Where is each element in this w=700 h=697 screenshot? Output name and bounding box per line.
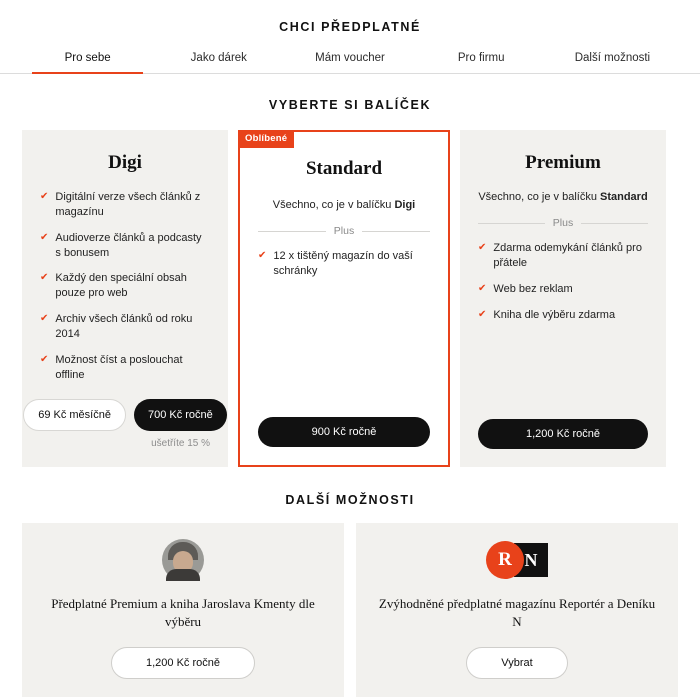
- standard-plus-divider: [258, 225, 430, 237]
- check-icon: ✔: [258, 250, 267, 262]
- author-avatar-icon: [162, 539, 204, 581]
- other-option-text: Zvýhodněné předplatné magazínu Reportér a Deníku N: [378, 596, 656, 629]
- premium-subline-prefix: Všechno, co je v balíčku: [478, 191, 600, 203]
- feature-item: [478, 241, 648, 271]
- tab-bar: [0, 52, 700, 74]
- kmenta-yearly-button[interactable]: 1,200 Kč ročně: [111, 647, 255, 679]
- feature-label: Každý den speciální obsah pouze pro web: [55, 272, 187, 300]
- divider-line: [581, 223, 648, 224]
- tab-mam-voucher[interactable]: Mám voucher: [315, 52, 385, 64]
- premium-plus-divider: [478, 217, 648, 229]
- standard-subline: [258, 198, 430, 213]
- feature-item: [40, 231, 210, 261]
- package-name-premium: Premium: [525, 152, 601, 173]
- premium-yearly-button[interactable]: 1,200 Kč ročně: [478, 419, 648, 449]
- check-icon: ✔: [40, 191, 49, 202]
- feature-label: Zdarma odemykání článků pro přátele: [493, 242, 642, 270]
- standard-yearly-button[interactable]: 900 Kč ročně: [258, 417, 430, 447]
- divider-line: [478, 223, 545, 224]
- subscription-page: [0, 20, 700, 669]
- other-option-kmenta[interactable]: [22, 523, 344, 696]
- digi-yearly-button[interactable]: 700 Kč ročně: [134, 399, 227, 431]
- avatar-body: [166, 569, 200, 581]
- plus-label: Plus: [333, 225, 355, 238]
- premium-subline-strong: Standard: [600, 191, 648, 203]
- reporter-logo-icon: R: [486, 541, 524, 579]
- check-icon: ✔: [40, 272, 49, 284]
- premium-price-buttons: [478, 419, 648, 449]
- package-card-premium[interactable]: [460, 130, 666, 467]
- package-card-digi[interactable]: [22, 130, 228, 467]
- feature-label: 12 x tištěný magazín do vaší schránky: [273, 250, 413, 278]
- check-icon: ✔: [478, 283, 487, 295]
- feature-label: Možnost číst a poslouchat offline: [55, 353, 183, 381]
- package-name-standard: Standard: [305, 158, 383, 179]
- tab-pro-sebe[interactable]: Pro sebe: [22, 52, 153, 73]
- feature-item: [478, 308, 648, 323]
- package-cards: [0, 130, 700, 467]
- other-option-button-wrap: [111, 647, 255, 679]
- feature-label: Audioverze článků a podcasty s bonusem: [55, 231, 202, 259]
- feature-item: [40, 312, 210, 342]
- other-option-button-wrap: [466, 647, 567, 679]
- feature-item: [258, 249, 430, 279]
- divider-line: [258, 231, 326, 232]
- standard-subline-strong: Digi: [394, 199, 416, 211]
- standard-subline-prefix: Všechno, co je v balíčku: [272, 199, 395, 211]
- feature-label: Archiv všech článků od roku 2014: [55, 313, 193, 340]
- plus-label: Plus: [552, 217, 574, 230]
- digi-save-note: ušetříte 15 %: [151, 438, 210, 450]
- digi-monthly-button[interactable]: 69 Kč měsíčně: [23, 399, 126, 431]
- denikn-logo-icon: N: [514, 543, 548, 577]
- other-options: [0, 523, 700, 696]
- popular-badge: Oblíbené: [238, 130, 294, 148]
- spacer: [478, 334, 648, 414]
- standard-price-buttons: [258, 417, 430, 447]
- feature-item: [40, 353, 210, 383]
- feature-item: [40, 190, 210, 220]
- feature-label: Kniha dle výběru zdarma: [493, 308, 616, 321]
- spacer: [258, 290, 430, 411]
- other-option-text: Předplatné Premium a kniha Jaroslava Kmenty dle výběru: [51, 596, 315, 629]
- feature-item: [478, 282, 648, 297]
- tab-pro-firmu[interactable]: Pro firmu: [457, 52, 505, 64]
- tab-jako-darek[interactable]: Jako dárek: [190, 52, 247, 64]
- divider-line: [362, 231, 430, 232]
- feature-label: Digitální verze všech článků z magazínu: [55, 191, 201, 218]
- package-name-digi: Digi: [108, 152, 142, 173]
- other-options-title: DALŠÍ MOŽNOSTI: [285, 493, 415, 508]
- reporter-denikn-logos-icon: [486, 539, 548, 581]
- packages-title: VYBERTE SI BALÍČEK: [268, 98, 432, 112]
- feature-item: [40, 271, 210, 301]
- check-icon: ✔: [40, 353, 49, 365]
- premium-subline: [478, 190, 648, 205]
- tab-dalsi-moznosti[interactable]: Další možnosti: [574, 52, 651, 64]
- package-card-standard[interactable]: [238, 130, 450, 467]
- check-icon: ✔: [478, 242, 487, 254]
- other-option-reporter-denikn[interactable]: [356, 523, 678, 696]
- digi-price-buttons: [38, 399, 213, 431]
- page-title: CHCI PŘEDPLATNÉ: [279, 20, 421, 34]
- check-icon: ✔: [40, 231, 49, 243]
- check-icon: ✔: [40, 313, 49, 325]
- select-button[interactable]: Vybrat: [466, 647, 567, 679]
- check-icon: ✔: [478, 308, 487, 320]
- feature-label: Web bez reklam: [493, 283, 573, 296]
